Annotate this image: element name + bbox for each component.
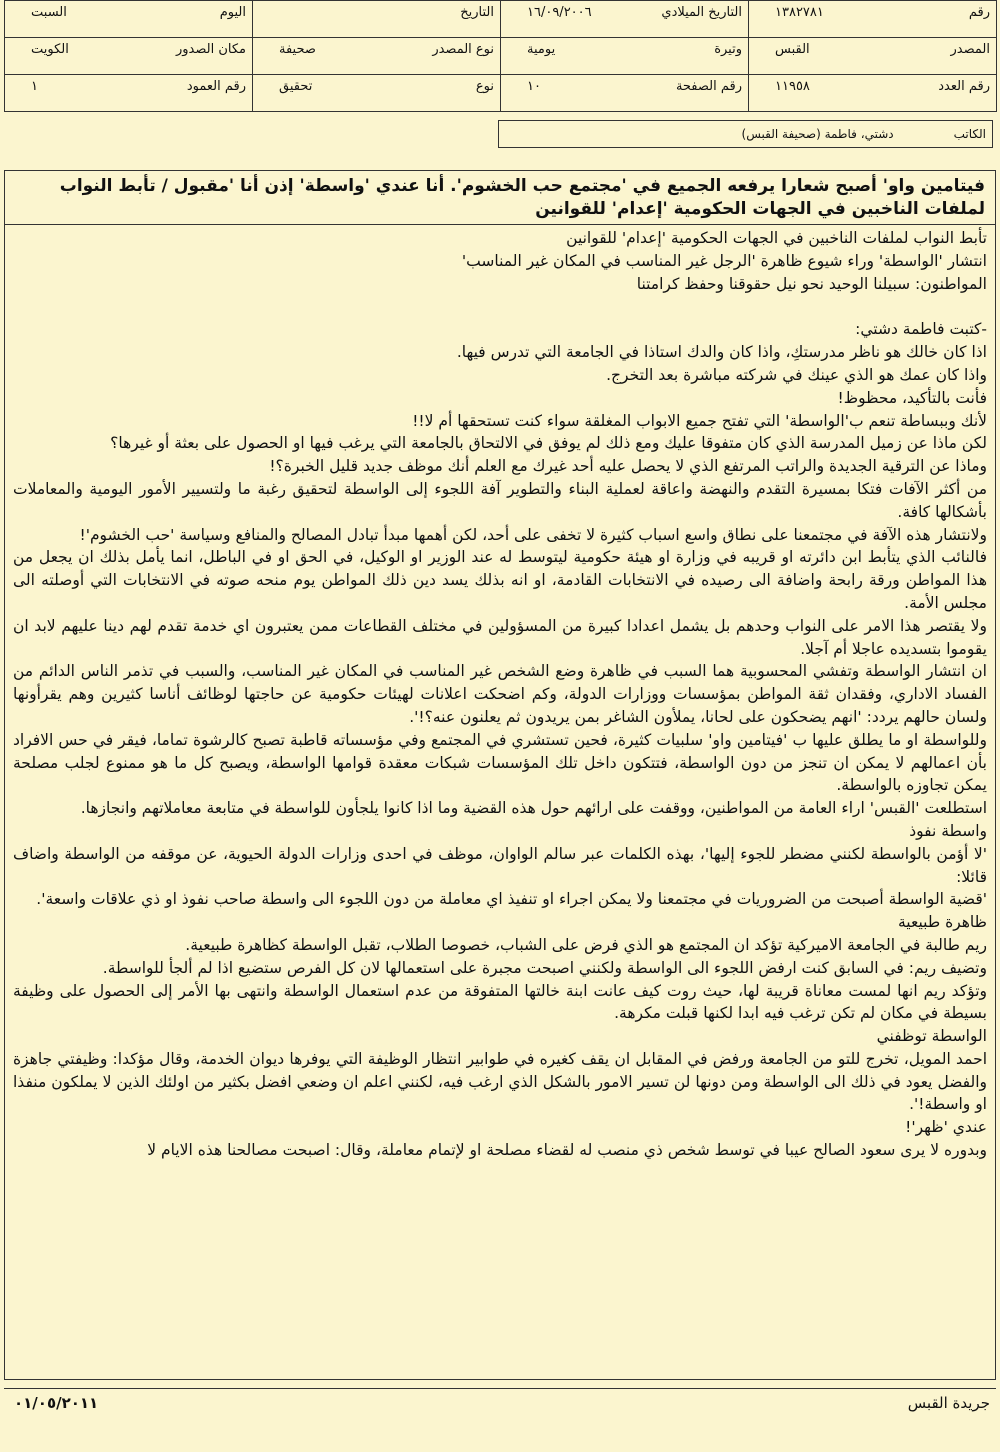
metadata-row-3: [5, 75, 997, 112]
gregorian-date-label: التاريخ الميلادي: [661, 5, 742, 20]
paragraph-gap: [13, 295, 987, 318]
footer-source: جريدة القبس: [907, 1394, 990, 1412]
paragraph: -كتبت فاطمة دشتي:: [855, 320, 987, 339]
paragraph: وماذا عن الترقية الجديدة والراتب المرتفع الذي لا يحصل عليه أحد غيرك مع العلم أنك موظف جديد قليل الخبرة؟!: [269, 457, 987, 476]
paragraph: وتضيف ريم: في السابق كنت ارفض اللجوء الى الواسطة ولكنني اصبحت مجبرة على استعمالها لان كل الفرص ستضيع اذا لم ألجأ للواسطة.: [102, 958, 987, 977]
paragraph: تأبط النواب لملفات الناخبين في الجهات الحكومية 'إعدام' للقوانين: [566, 229, 987, 247]
paragraph: ريم طالبة في الجامعة الاميركية تؤكد ان المجتمع هو الذي فرض على الشباب، خصوصا الطلاب، تقبل الواسطة كظاهرة طبيعية.: [185, 935, 987, 954]
source-value: القبس: [775, 42, 810, 57]
paragraph: اذا كان خالك هو ناظر مدرستكِ، واذا كان والدك استاذا في الجامعة التي تدرس فيها.: [456, 343, 987, 362]
article-box: [4, 170, 996, 1380]
paragraph: ولا يقتصر هذا الامر على النواب وحدهم بل يشمل اعدادا كبيرة من المسؤولين في مختلف القطاعات ممن يعتبرون اي خدمة تقدم لهم دينا عليهم لابد ان يقوموا بتسديده عاجلا أم آجلا.: [13, 616, 987, 658]
source-type-label: نوع المصدر: [432, 42, 494, 57]
frequency-value: يومية: [527, 42, 556, 57]
footer-divider: [4, 1388, 996, 1389]
page-value: ١٠: [527, 79, 541, 94]
column-label: رقم العمود: [186, 79, 246, 94]
paragraph: فالنائب الذي يتأبط ابن دائرته او قريبه في وزارة او هيئة حكومية ليتوسط له عند الوزير او الوكيل، في الحق او في الباطل، انما يأمل بذلك ان يجعل من هذا المواطن ورقة رابحة واضافة الى رصيده في الانتخابات القادمة، او انه بذلك يسد دين ذلك المواطن يوم منحه صوته في الانتخابات التي أوصلته الى مجلس الأمة.: [13, 548, 987, 612]
date-label: التاريخ: [460, 5, 494, 20]
metadata-table: [4, 0, 997, 112]
type-cell: [253, 75, 501, 112]
paragraph: لكن ماذا عن زميل المدرسة الذي كان متفوقا عليك ومع ذلك لم يوفق في الالتحاق بالجامعة التي يرغب فيها او الحصول على بعثة أو غيرها؟: [110, 434, 987, 453]
paragraph: ان انتشار الواسطة وتفشي المحسوبية هما السبب في ظاهرة وضع الشخص غير المناسب في المكان غير المناسب، والسبب في تذمر الناس الدائم من الفساد الاداري، وفقدان ثقة المواطن بمؤسسات ووزارات الدولة، وكم اضحكت اعلانات لهيئات حكومية عن حاجتها لوظائف أناسا كثيرين وهم يقرأونها ولسان حالهم يردد: 'انهم يضحكون على لحانا، يملأون الشاغر بمن يريدون ثم يعلنون عنه؟!'.: [13, 662, 987, 726]
footer-date: ٠١/٠٥/٢٠١١: [14, 1394, 99, 1412]
paragraph: 'قضية الواسطة أصبحت من الضروريات في مجتمعنا ولا يمكن اجراء او تنفيذ اي معاملة من دون اللجوء الى واسطة صاحب نفوذ او ذي علاقات واسعة'.: [36, 890, 987, 909]
metadata-row-2: [5, 38, 997, 75]
paragraph: من أكثر الآفات فتكا بمسيرة التقدم والنهضة واعاقة لعملية البناء والتطوير آفة اللجوء إلى الواسطة لتحقيق رغبة ما ولتسيير الأمور اليومية والمعاملات بأشكالها كافة.: [13, 479, 987, 521]
author-value: دشتي، فاطمة (صحيفة القبس): [741, 127, 894, 141]
place-label: مكان الصدور: [175, 42, 246, 57]
number-label: رقم: [968, 5, 990, 20]
paragraph: فأنت بالتأكيد، محظوظ!: [837, 388, 987, 407]
column-cell: [5, 75, 253, 112]
number-cell: [749, 1, 997, 38]
gregorian-date-value: ١٦/٠٩/٢٠٠٦: [527, 5, 592, 20]
place-value: الكويت: [31, 42, 69, 57]
source-label: المصدر: [950, 42, 990, 57]
number-value: ١٣٨٢٧٨١: [775, 5, 824, 20]
date-cell: [253, 1, 501, 38]
issue-label: رقم العدد: [938, 79, 990, 94]
issue-cell: [749, 75, 997, 112]
issue-value: ١١٩٥٨: [775, 79, 810, 94]
article-body: [5, 225, 995, 1162]
column-value: ١: [31, 79, 38, 94]
paragraph: واذا كان عمك هو الذي عينك في شركته مباشرة بعد التخرج.: [606, 365, 987, 384]
paragraph: 'لا أؤمن بالواسطة لكنني مضطر للجوء إليها'، بهذه الكلمات عبر سالم الواوان، موظف في احدى وزارات الدولة الحيوية، عن موقفه من الواسطة واضاف قائلا:: [13, 844, 987, 886]
author-row: [498, 120, 993, 148]
type-label: نوع: [475, 79, 494, 94]
paragraph: ظاهرة طبيعية: [898, 913, 987, 932]
source-cell: [749, 38, 997, 75]
paragraph: وتؤكد ريم انها لمست معاناة قريبة لها، حيث روت كيف عانت ابنة خالتها المتفوقة من عدم استعمال الواسطة وانتهى بها الأمر إلى الحصول على وظيفة بسيطة في مكان لم تكن ترغب فيه ابدا لكنها قبلت مكرهة.: [13, 981, 987, 1023]
paragraph: احمد المويل، تخرج للتو من الجامعة ورفض في المقابل ان يقف كغيره في طوابير انتظار الوظيفة التي يوفرها ديوان الخدمة، وقال مؤكدا: وظيفتي جاهزة والفضل يعود في ذلك الى الواسطة ومن دونها لن تسير الامور بالشكل الذي ارغب فيه، لكنني اعلم ان وضعي افضل بكثير من اولئك الذين لا يملكون منفذا او واسطة!'.: [13, 1049, 987, 1114]
day-value: السبت: [31, 5, 67, 20]
source-type-value: صحيفة: [279, 42, 316, 57]
day-cell: [5, 1, 253, 38]
paragraph: وللواسطة او ما يطلق عليها ب 'فيتامين واو' سلبيات كثيرة، فحين تستشري في المجتمع وفي مؤسساته قاطبة تصبح كالرشوة تماما، فيقر في حس الافراد بأن اعمالهم لا يمكن ان تنجز من دون الواسطة، فتتكون داخل تلك المؤسسات شبكات معقدة قوامها الواسطة، ويصبح كل ما هو ممنوع لجلب مصلحة يمكن تجاوزه بالواسطة.: [13, 730, 987, 795]
page-cell: [501, 75, 749, 112]
paragraph: واسطة نفوذ: [909, 821, 987, 840]
article-headline: فيتامين واو' أصبح شعارا يرفعه الجميع في 'مجتمع حب الخشوم'. أنا عندي 'واسطة' إذن أنا 'مقبول / تأبط النواب لملفات الناخبين في الجهات الحكومية 'إعدام' للقوانين: [5, 171, 995, 225]
paragraph: المواطنون: سبيلنا الوحيد نحو نيل حقوقنا وحفظ كرامتنا: [636, 274, 987, 293]
page-label: رقم الصفحة: [675, 79, 742, 94]
paragraph: ولانتشار هذه الآفة في مجتمعنا على نطاق واسع اسباب كثيرة لا تخفى على أحد، لكن أهمها مبدأ تبادل المصالح والمنافع وسياسة 'حب الخشوم'!: [79, 525, 987, 544]
source-type-cell: [253, 38, 501, 75]
paragraph: استطلعت 'القبس' اراء العامة من المواطنين، ووقفت على ارائهم حول هذه القضية وما اذا كانوا يلجأون للواسطة في متابعة معاملاتهم وانجازها.: [80, 799, 987, 818]
frequency-cell: [501, 38, 749, 75]
paragraph: لأنك وببساطة تنعم ب'الواسطة' التي تفتح جميع الابواب المغلقة سواء كنت تستحقها أم لا!!: [412, 411, 987, 430]
author-label: الكاتب: [953, 127, 986, 141]
day-label: اليوم: [219, 5, 246, 20]
paragraph: وبدوره لا يرى سعود الصالح عيبا في توسط شخص ذي منصب له لقضاء مصلحة او لإتمام معاملة، وقال: اصبحت مصالحنا هذه الايام لا: [147, 1141, 987, 1160]
paragraph: الواسطة توظفني: [876, 1027, 987, 1046]
metadata-row-1: [5, 1, 997, 38]
gregorian-date-cell: [501, 1, 749, 38]
type-value: تحقيق: [279, 79, 313, 94]
place-cell: [5, 38, 253, 75]
paragraph: عندي 'ظهر'!: [905, 1118, 987, 1137]
frequency-label: وتيرة: [714, 42, 742, 57]
paragraph: انتشار 'الواسطة' وراء شيوع ظاهرة 'الرجل غير المناسب في المكان غير المناسب': [461, 251, 987, 270]
